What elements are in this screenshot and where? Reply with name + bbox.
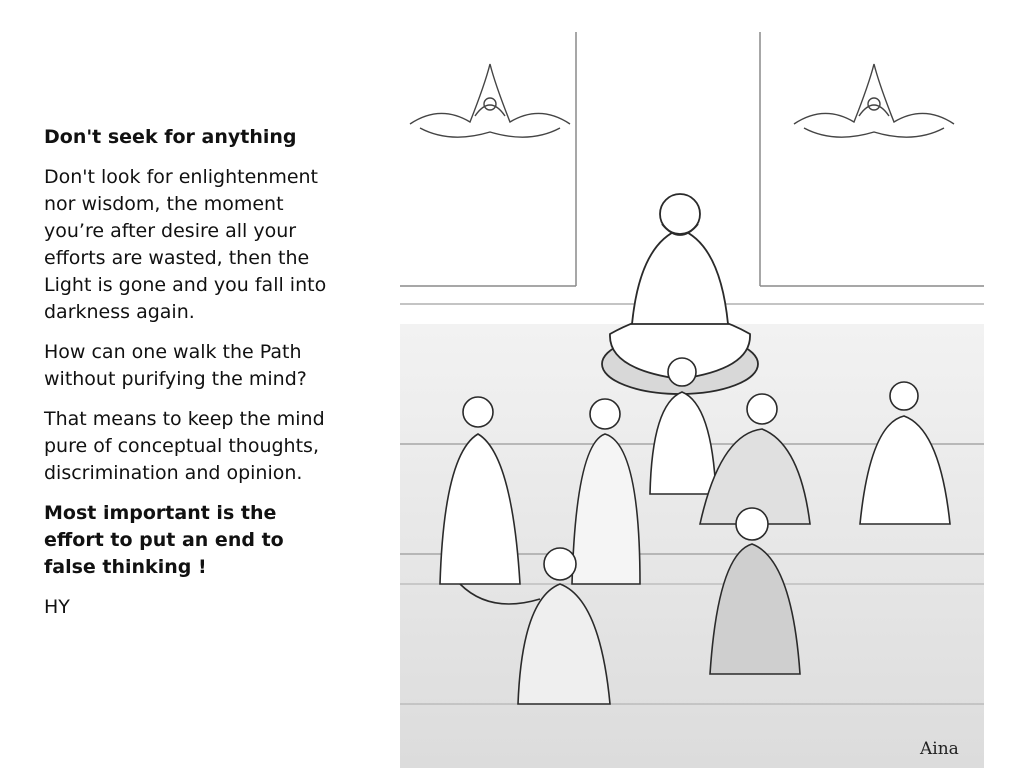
- lotus-ornament-left: [410, 64, 570, 137]
- closing-statement: Most important is the effort to put an end to false thinking !: [44, 502, 284, 578]
- paragraph-1: Don't look for enlightenment nor wisdom, the moment you’re after desire all your efforts are wasted, then the Light is gone and you fall into darkness again.: [44, 166, 327, 323]
- slide-heading: Don't seek for anything: [44, 126, 297, 148]
- artist-signature: Aina: [920, 739, 959, 759]
- paragraph-3: That means to keep the mind pure of conceptual thoughts, discrimination and opinion.: [44, 408, 325, 484]
- meditation-illustration: [400, 24, 984, 768]
- author-initials: HY: [44, 596, 70, 618]
- text-column: [44, 124, 334, 634]
- lotus-ornament-right: [794, 64, 954, 137]
- paragraph-2: How can one walk the Path without purifying the mind?: [44, 341, 307, 390]
